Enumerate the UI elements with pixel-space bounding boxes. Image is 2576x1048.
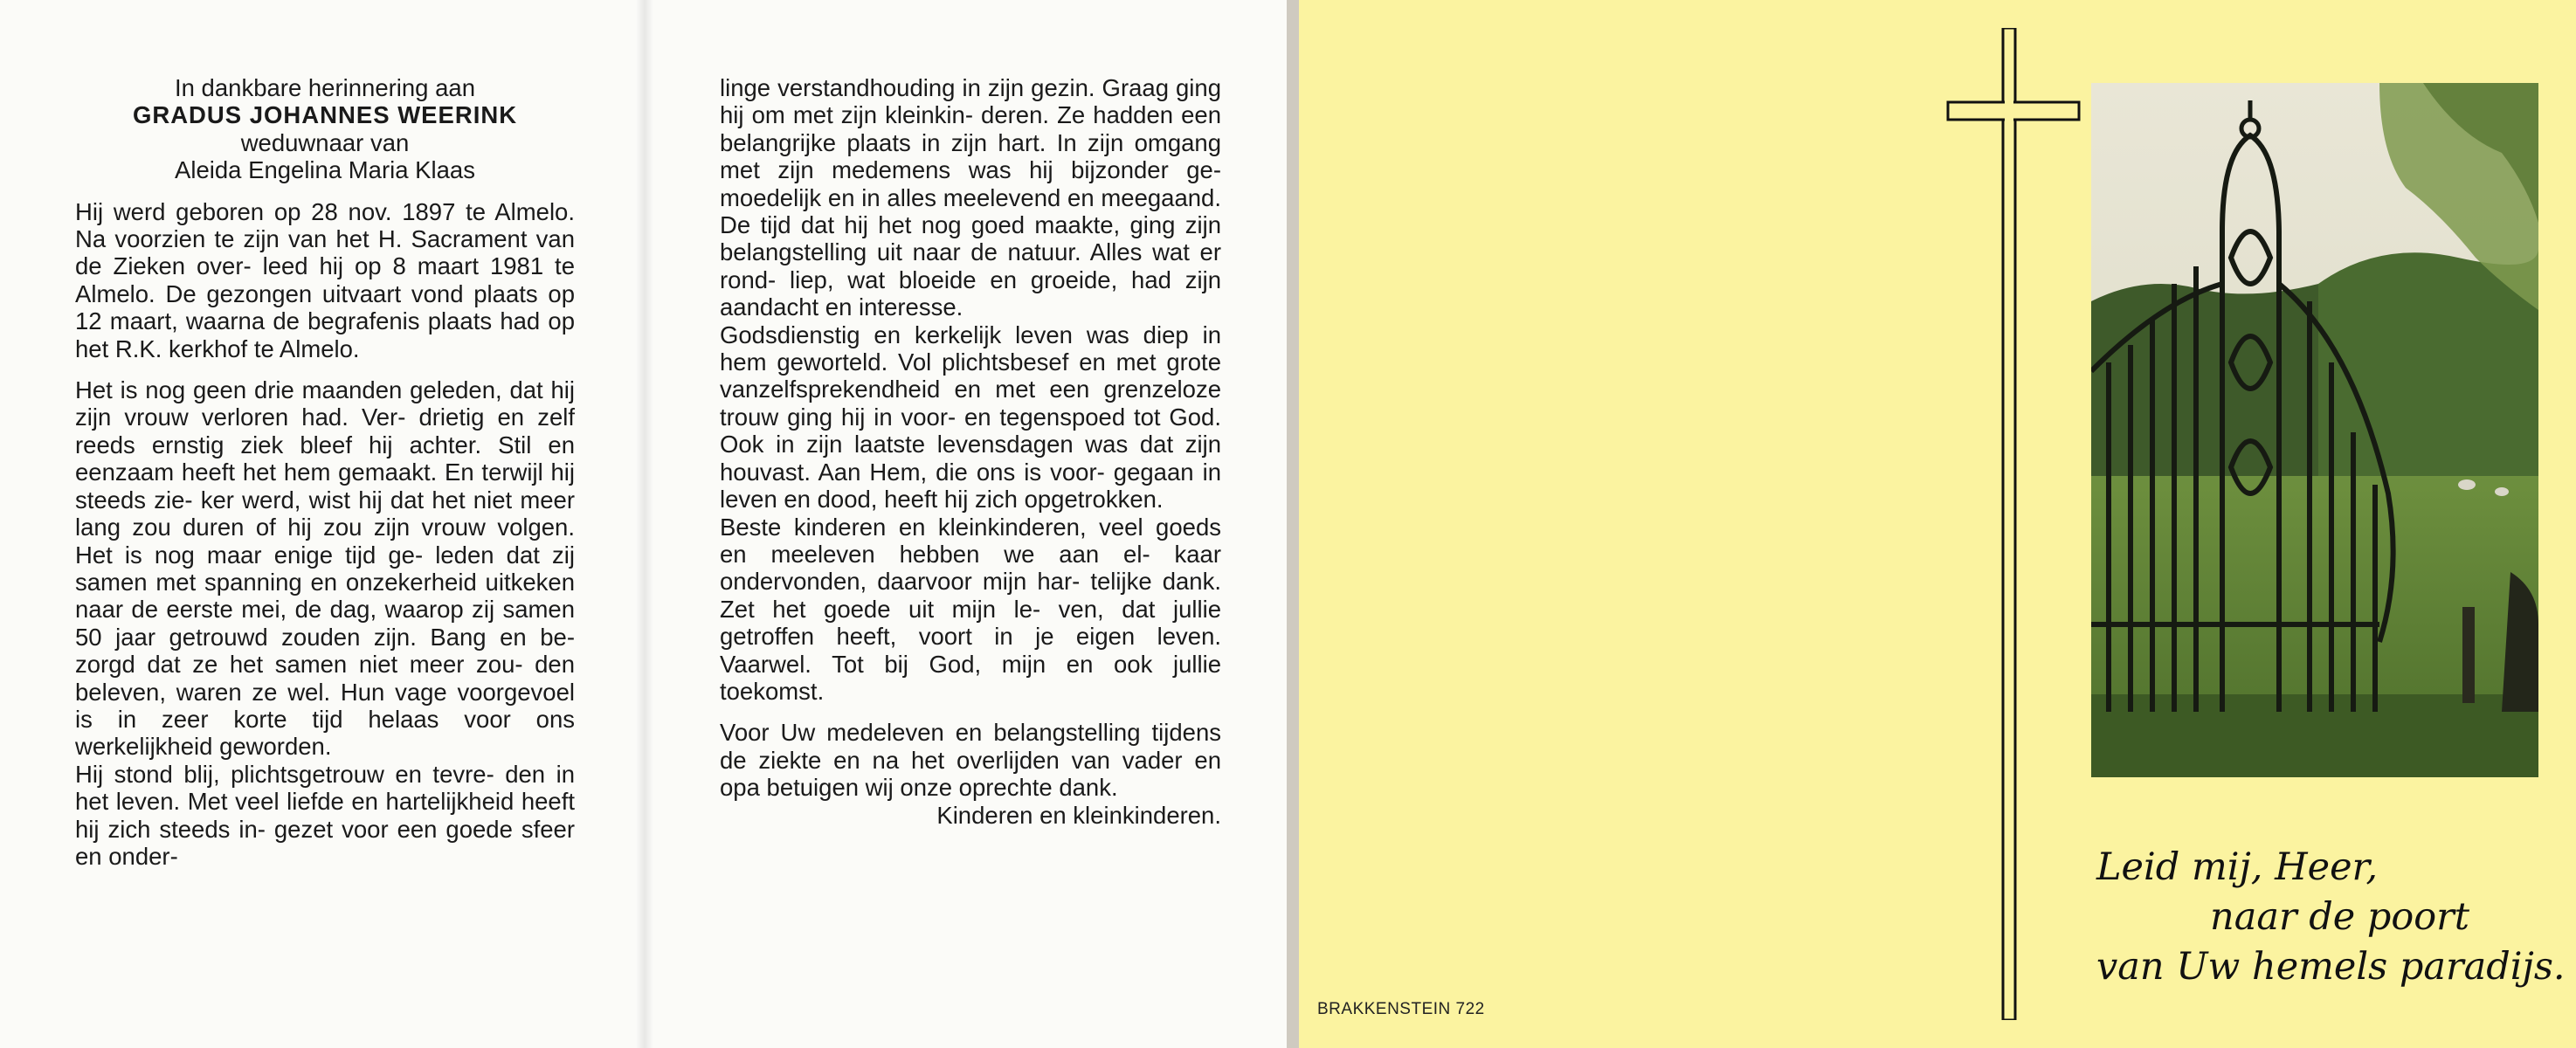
verse-line: Leid mij, Heer, [2096, 845, 2379, 889]
spouse-name: Aleida Engelina Maria Klaas [175, 156, 475, 184]
text-column-right [720, 74, 1221, 829]
memorial-paragraph: Godsdienstig en kerkelijk leven was diep in hem geworteld. Vol plichtsbesef en met grote vanzelfsprekendheid en met een grenzeloze trouw ging hij in voor- en tegenspoed tot God. Ook in zijn laatste levensdagen was dat zijn houvast. Aan Hem, die ons is voor- gegaan in leven en dood, heeft hij zich opgetrokken. [720, 321, 1221, 514]
card-fold [636, 0, 653, 1048]
cross-icon [1946, 28, 2082, 1020]
memorial-paragraph: Het is nog geen drie maanden geleden, dat hij zijn vrouw verloren had. Ver- drietig en zelf reeds ernstig ziek bleef hij achter. Stil en eenzaam heeft het hem gemaakt. En terwijl hij steeds zie- ker werd, wist hij dat het niet meer lang zou duren of hij zou zijn vrouw volgen. Het is nog maar enige tijd ge- leden dat zij samen met spanning en onzekerheid uitkeken naar de eerste mei, de dag, waarop zij samen 50 jaar getrouwd zouden zijn. Bang en be- zorgd dat ze het samen niet meer zou- den beleven, waren ze wel. Hun vage voorgevoel is in zeer korte tijd helaas voor ons werkelijkheid geworden. [75, 376, 575, 761]
memorial-paragraph: linge verstandhouding in zijn gezin. Graag ging hij om met zijn kleinkin- deren. Ze hadden een belangrijke plaats in zijn hart. In zijn omgang met zijn medemens was hij bijzonder ge- moedelijk en in alles meelevend en meegaand. De tijd dat hij het nog goed maakte, ging zijn belangstelling uit naar de natuur. Alles wat er rond- liep, wat bloeide en groeide, had zijn aandacht en interesse. [720, 74, 1221, 321]
memorial-paragraph: Hij stond blij, plichtsgetrouw en tevre- den in het leven. Met veel liefde en hartelijkheid heeft hij zich steeds in- gezet voor een goede sfeer en onder- [75, 760, 575, 870]
card-gap [1287, 0, 1299, 1048]
verse-line: van Uw hemels paradijs. [2096, 945, 2566, 989]
gate-photo [2091, 83, 2538, 777]
thanks-paragraph: Voor Uw medeleven en belangstelling tijdens de ziekte en na het overlijden van vader en opa betuigen wij onze oprechte dank. [720, 719, 1221, 802]
relation-line: weduwnaar van [240, 128, 410, 156]
verse-line: naar de poort [2210, 895, 2469, 939]
scripture-verse [2096, 843, 2566, 992]
intro-line: In dankbare herinnering aan [174, 74, 475, 101]
text-column-left [75, 74, 575, 870]
publisher-label: BRAKKENSTEIN 722 [1317, 1000, 1485, 1018]
biography-paragraph: Hij werd geboren op 28 nov. 1897 te Almelo. Na voorzien te zijn van het H. Sacrament van de Zieken over- leed hij op 8 maart 1981 te Almelo. De gezongen uitvaart vond plaats op 12 maart, waarna de begrafenis plaats had op het R.K. kerkhof te Almelo. [75, 197, 575, 362]
farewell-paragraph: Beste kinderen en kleinkinderen, veel goeds en meeleven hebben we aan el- kaar ondervonden, daarvoor mijn har- telijke dank. Zet het goede uit mijn le- ven, dat jullie getroffen heeft, voort in je eigen leven. Vaarwel. Tot bij God, mijn en ook jullie toekomst. [720, 513, 1221, 705]
deceased-name: GRADUS JOHANNES WEERINK [132, 101, 518, 129]
left-card [0, 0, 1287, 1048]
signature: Kinderen en kleinkinderen. [936, 801, 1221, 829]
